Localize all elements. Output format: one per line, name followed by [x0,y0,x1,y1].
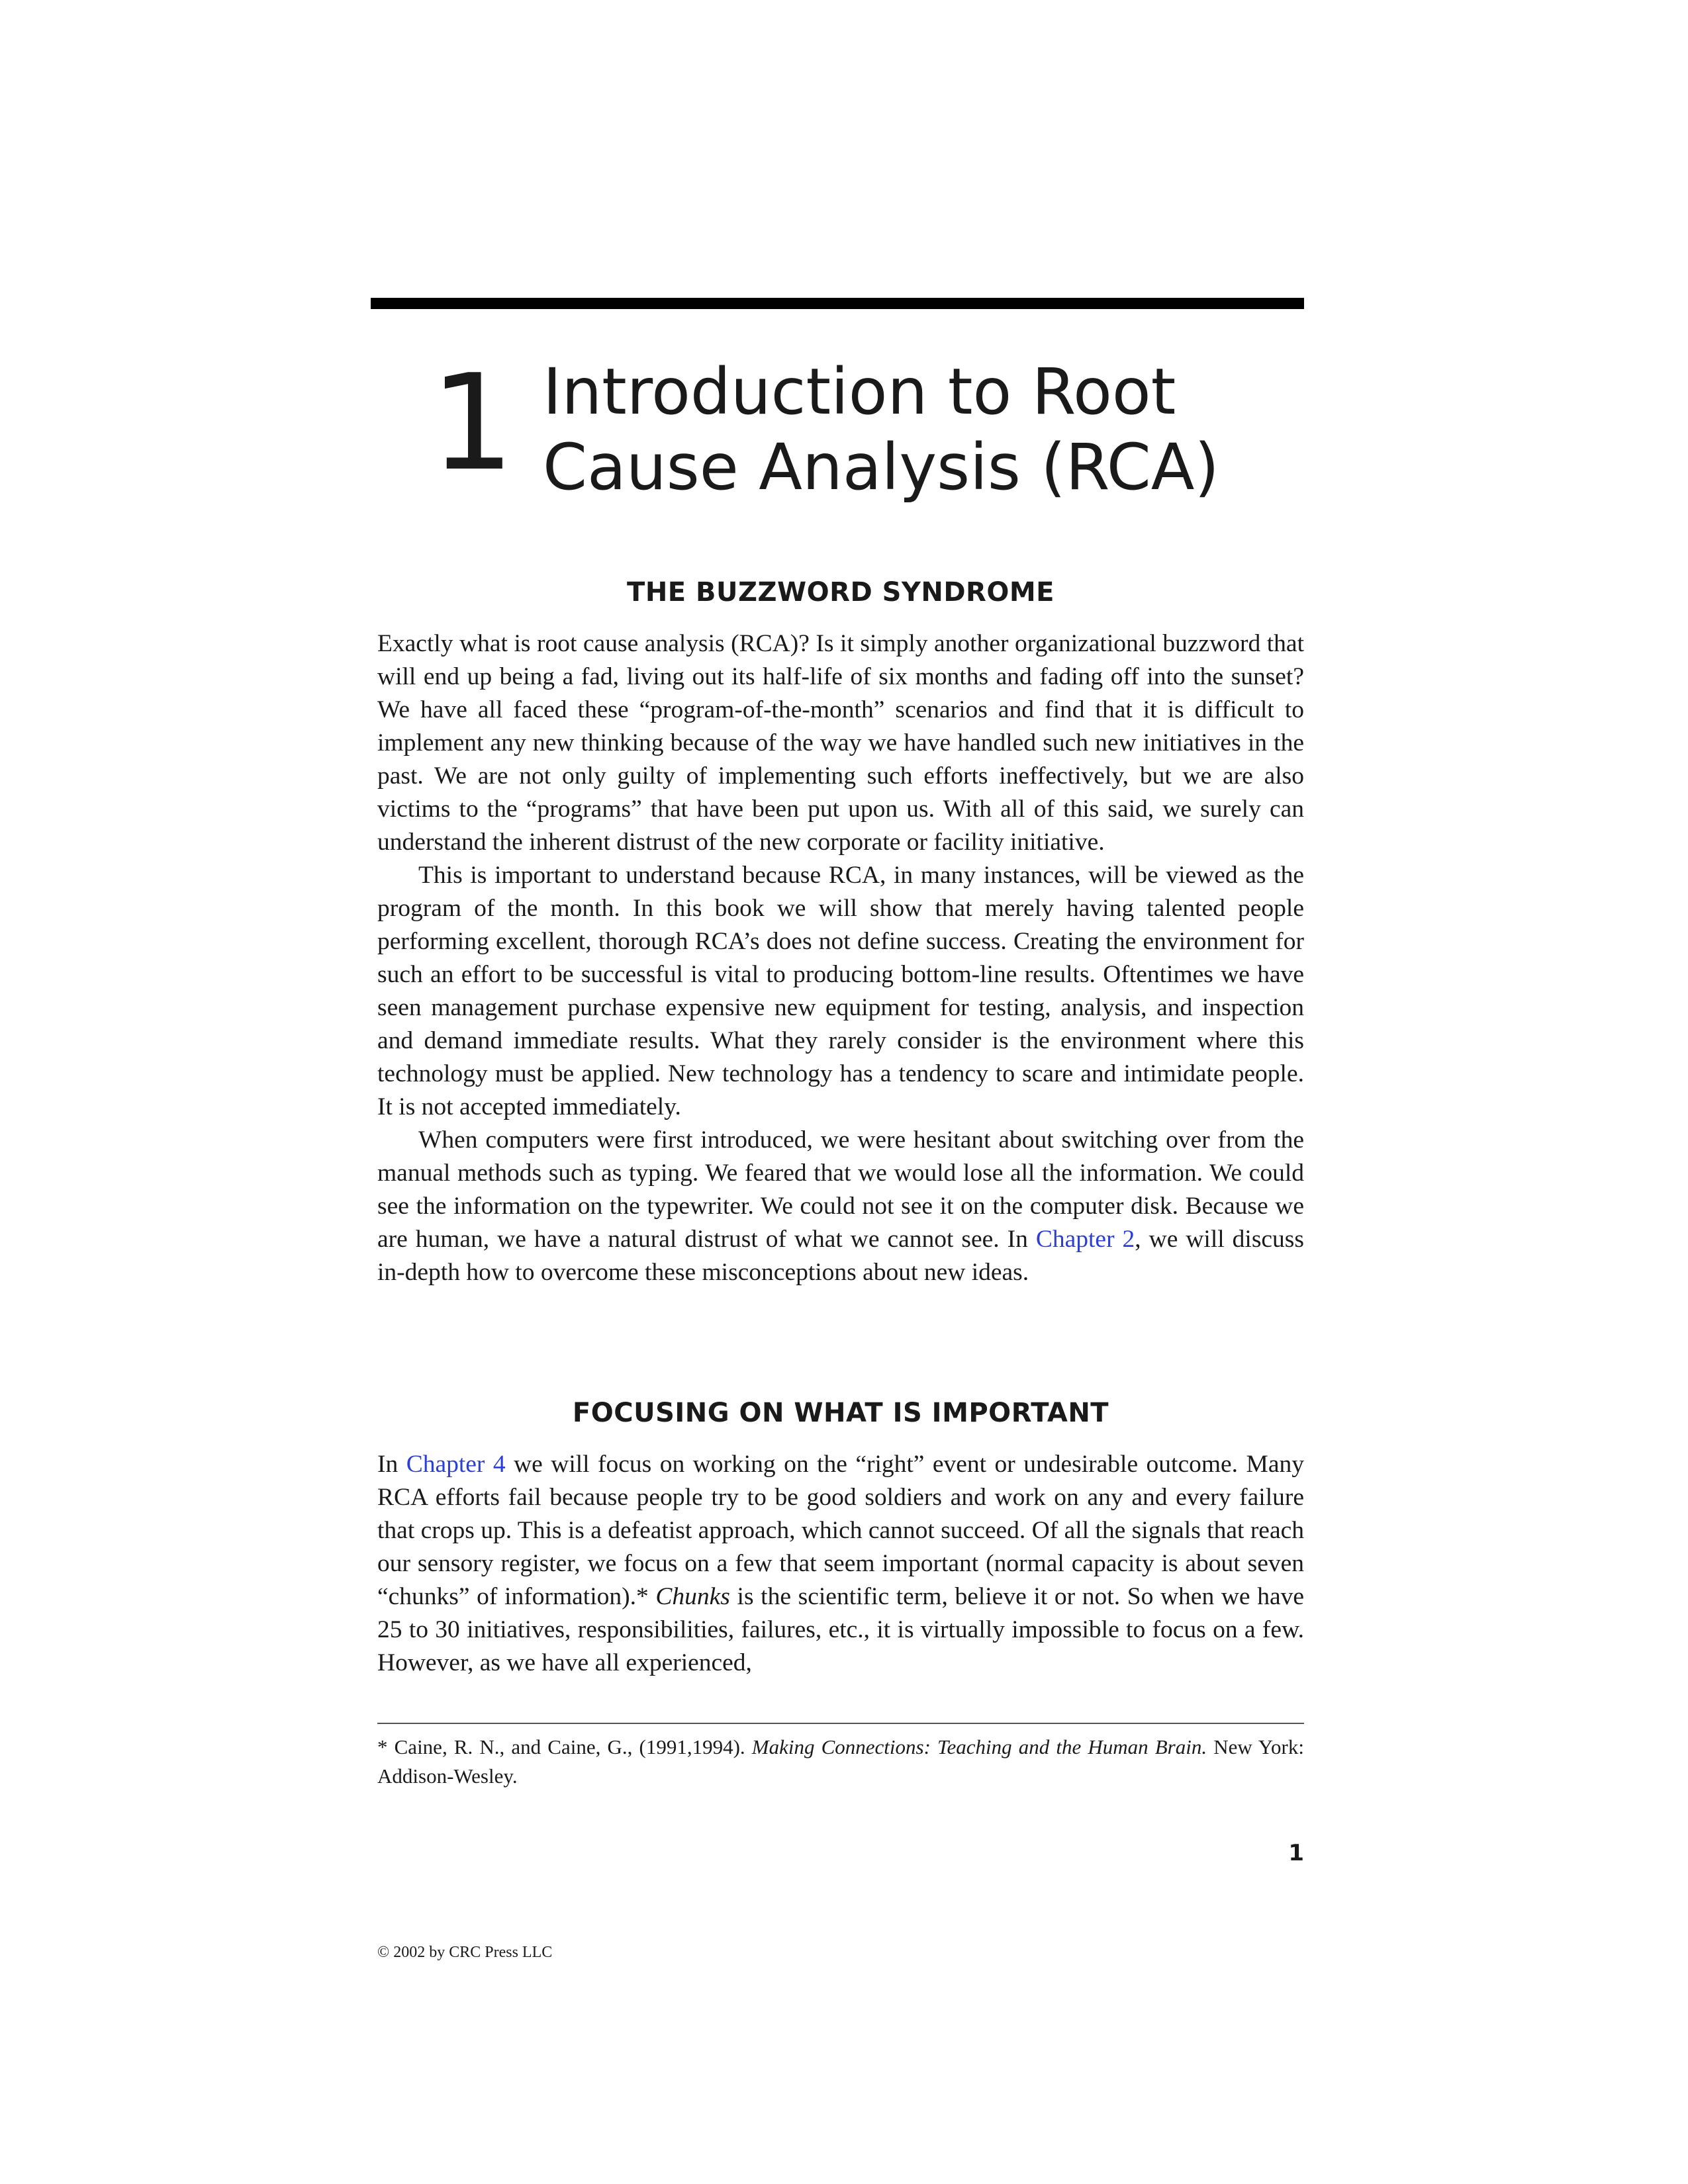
paragraph-4-text-c: is the scientific term, believe it or not. So when we have 25 to 30 initiatives, responsibilities, failures, etc., it is virtually impossible to focus on a few. However, as we have all experienced, [377,1583,1305,1676]
paragraph-3 [377,1124,1304,1289]
footnote [377,1733,1304,1791]
chapter-title-line2: Cause Analysis (RCA) [543,430,1219,504]
footnote-rule [377,1723,1304,1724]
copyright-notice: © 2002 by CRC Press LLC [377,1944,553,1961]
chapter-2-link[interactable]: Chapter 2 [1035,1226,1135,1253]
section-focusing-on-what-is-important [377,1396,1304,1680]
chapter-number: 1 [430,346,515,500]
chapter-4-link[interactable]: Chapter 4 [406,1451,506,1478]
paragraph-4-italic-term: Chunks [655,1583,730,1610]
paragraph-4-text-a: In [377,1451,406,1478]
chapter-title [543,354,1304,505]
footnote-book-title: Making Connections: Teaching and the Human Brain. [751,1735,1207,1758]
paragraph-1: Exactly what is root cause analysis (RCA)? Is it simply another organizational buzzword that will end up being a fad, living out its half-life of six months and fading off into the sunset? We have all faced these “program-of-the-month” scenarios and find that it is difficult to implement any new thinking because of the way we have handled such new initiatives in the past. We are not only guilty of implementing such efforts ineffectively, but we are also victims to the “programs” that have been put upon us. With all of this said, we surely can understand the inherent distrust of the new corporate or facility initiative. [377,630,1304,856]
footnote-authors: * Caine, R. N., and Caine, G., (1991,1994). [377,1735,752,1758]
chapter-title-line1: Introduction to Root [543,355,1176,429]
page-number: 1 [1288,1840,1304,1866]
section-heading: THE BUZZWORD SYNDROME [627,577,1055,608]
paragraph-2: This is important to understand because RCA, in many instances, will be viewed as the program of the month. In this book we will show that merely having talented people performing excellent, thorough RCA’s does not define success. Creating the environment for such an effort to be successful is vital to producing bottom-line results. Oftentimes we have seen management purchase expensive new equipment for testing, analysis, and inspection and demand immediate results. What they rarely consider is the environment where this technology must be applied. New technology has a tendency to scare and intimidate people. It is not accepted immediately. [377,862,1304,1120]
footnote-publisher: New York: Addison-Wesley. [377,1735,1304,1788]
paragraph-4-text-b: we will focus on working on the “right” event or undesirable outcome. Many RCA efforts fail because people try to be good soldiers and work on any and every failure that crops up. This is a defeatist approach, which cannot succeed. Of all the signals that reach our sensory register, we focus on a few that seem important (normal capacity is about seven “chunks” of information).* [377,1451,1304,1610]
paragraph-3-text-a: When computers were first introduced, we were hesitant about switching over from the manual methods such as typing. We feared that we would lose all the information. We could see the information on the typewriter. We could not see it on the computer disk. Because we are human, we have a natural distrust of what we cannot see. In [377,1126,1304,1253]
section-buzzword-syndrome [377,576,1304,1289]
section-heading: FOCUSING ON WHAT IS IMPORTANT [572,1398,1109,1428]
paragraph-4 [377,1448,1304,1680]
paragraph-3-text-b: , we will discuss in-depth how to overcome these misconceptions about new ideas. [377,1226,1304,1286]
chapter-top-rule [371,298,1304,309]
